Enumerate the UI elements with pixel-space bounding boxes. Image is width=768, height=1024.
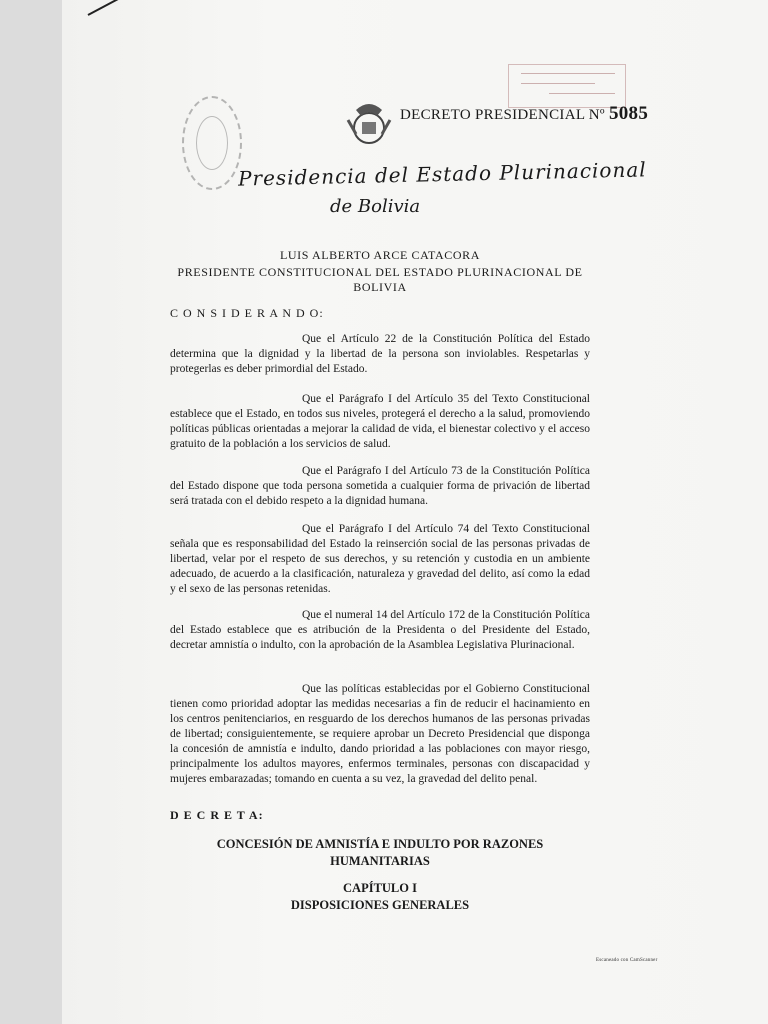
considerando-text: Que el Parágrafo I del Artículo 73 de la Constitución Política del Estado dispone que toda persona sometida a cualquier forma de privación de libertad será tratada con el debido respeto a la dignidad humana. — [170, 465, 590, 507]
decree-title — [170, 836, 590, 870]
decree-number: 5085 — [608, 103, 649, 124]
considerando-1 — [170, 332, 590, 377]
reception-stamp — [508, 64, 626, 108]
decree-header — [400, 103, 649, 125]
office-line-2: de Bolivia — [330, 196, 421, 217]
decreta-heading: D E C R E T A: — [170, 808, 264, 822]
considerando-3 — [170, 464, 590, 509]
considerando-5 — [170, 608, 590, 653]
signatory-name: LUIS ALBERTO ARCE CATACORA — [279, 248, 481, 262]
chapter-title: DISPOSICIONES GENERALES — [290, 898, 470, 912]
document-page — [62, 0, 768, 1024]
considerando-text: Que el Artículo 22 de la Constitución Política del Estado determina que la dignidad y la libertad de la persona son inviolables. Respetarlas y protegerlas es deber primordial del Estado. — [170, 333, 590, 375]
considerando-text: Que el Parágrafo I del Artículo 35 del Texto Constitucional establece que el Estado, en todos sus niveles, protegerá el derecho a la salud, promoviendo políticas públicas orientadas a mejorar la calidad de vida, el bienestar colectivo y el acceso gratuito de la población a los servicios de salud. — [170, 393, 590, 450]
considerando-text: Que el numeral 14 del Artículo 172 de la Constitución Política del Estado establece que es atribución de la Presidenta o del Presidente del Estado, decretar amnistía o indulto, con la aprobación de la Asamblea Legislativa Plurinacional. — [170, 609, 590, 651]
considerando-2 — [170, 392, 590, 452]
considerando-heading: C O N S I D E R A N D O: — [170, 306, 324, 320]
decree-title-line-2: HUMANITARIAS — [330, 854, 430, 868]
considerando-text: Que las políticas establecidas por el Gobierno Constitucional tienen como prioridad adoptar las medidas necesarias a fin de reducir el hacinamiento en los centros penitenciarios, en resguardo de los derechos humanos de las personas privadas de libertad; consiguientemente, se requiere aprobar un Decreto Presidencial que disponga la concesión de amnistía e indulto, dando prioridad a las poblaciones con mayor riesgo, principalmente los adultos mayores, enfermos terminales, personas con discapacidad y mujeres embarazadas; tomando en cuenta a su vez, la gravedad del delito penal. — [170, 683, 590, 785]
office-line-1: Presidencia del Estado Plurinacional — [237, 157, 647, 191]
official-seal — [182, 96, 242, 190]
decree-title-line-1: CONCESIÓN DE AMNISTÍA E INDULTO POR RAZONES — [216, 837, 544, 851]
chapter-number: CAPÍTULO I — [343, 881, 417, 895]
considerando-6 — [170, 682, 590, 787]
considerando-text: Que el Parágrafo I del Artículo 74 del Texto Constitucional señala que es responsabilidad del Estado la reinserción social de las personas privadas de libertad, velar por el respeto de sus derechos, y su retención y custodia en un ambiente adecuado, de acuerdo a la clasificación, naturaleza y gravedad del delito, así como la edad y el sexo de las personas retenidas. — [170, 523, 590, 595]
chapter-heading — [170, 880, 590, 914]
signatory-block — [170, 248, 590, 295]
considerando-4 — [170, 522, 590, 597]
signatory-title: PRESIDENTE CONSTITUCIONAL DEL ESTADO PLURINACIONAL DE BOLIVIA — [177, 265, 583, 294]
scanner-watermark: Escaneado con CamScanner — [596, 958, 658, 963]
coat-of-arms-icon — [344, 100, 394, 148]
decree-label: DECRETO PRESIDENCIAL Nº — [400, 107, 605, 123]
